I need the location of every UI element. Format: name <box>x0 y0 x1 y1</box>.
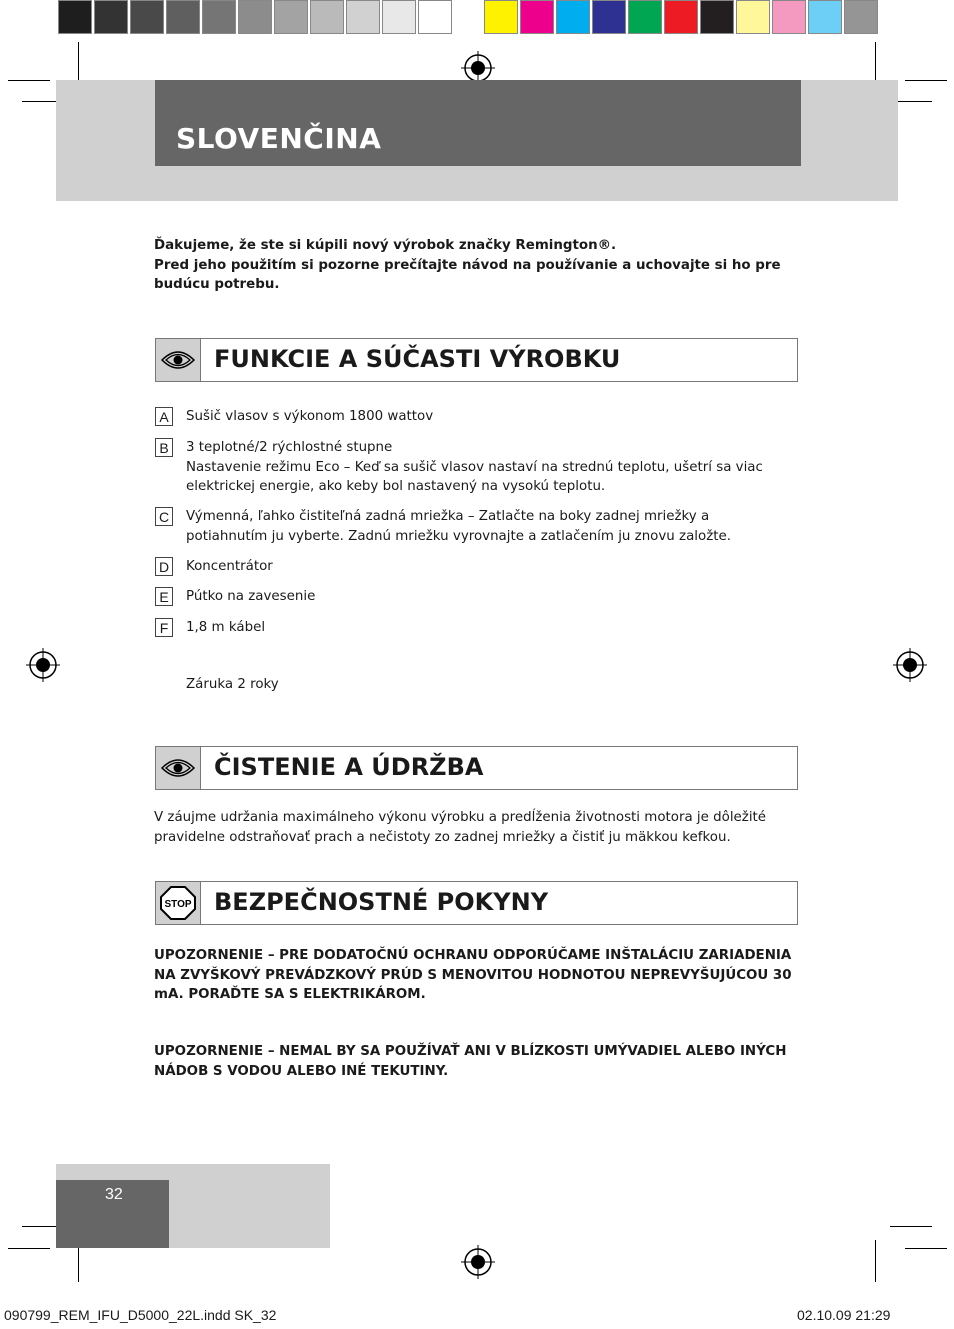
item-text: Sušič vlasov s výkonom 1800 wattov <box>186 409 434 424</box>
color-swatch <box>484 0 518 34</box>
item-extra-text: Nastavenie režimu Eco – Keď sa sušič vlasov nastaví na strednú teplotu, ušetrí sa viac elektrickej energie, ako keby bol nastavený na vysokú teplotu. <box>186 459 763 494</box>
color-swatch <box>310 0 344 34</box>
section-header-cleaning <box>155 746 798 790</box>
section-title-safety: BEZPEČNOSTNÉ POKYNY <box>214 888 549 916</box>
item-text: Koncentrátor <box>186 559 273 574</box>
item-text: Výmenná, ľahko čistiteľná zadná mriežka – Zatlačte na boky zadnej mriežky a potiahnutím ju vyberte. Zadnú mriežku vyrovnajte a zatlačením ju znovu založte. <box>186 509 731 544</box>
intro-text <box>154 236 794 295</box>
item-text: 3 teplotné/2 rýchlostné stupne <box>186 440 393 455</box>
registration-mark-icon <box>893 648 927 682</box>
color-swatch <box>130 0 164 34</box>
grayscale-color-bar <box>58 0 454 38</box>
intro-line-1: Ďakujeme, že ste si kúpili nový výrobok značky Remington®. <box>154 238 617 253</box>
page-number: 32 <box>105 1186 123 1203</box>
warranty-text: Záruka 2 roky <box>186 677 279 692</box>
color-swatch <box>94 0 128 34</box>
color-swatch <box>346 0 380 34</box>
color-swatch <box>844 0 878 34</box>
color-swatch <box>736 0 770 34</box>
item-letter: E <box>155 587 173 606</box>
color-swatch <box>628 0 662 34</box>
color-swatch <box>592 0 626 34</box>
color-swatch <box>664 0 698 34</box>
cleaning-text: V záujme udržania maximálneho výkonu výrobku a predĺženia životnosti motora je dôležité pravidelne odstraňovať prach a nečistoty zo zadnej mriežky a čistiť ju mäkkou kefkou. <box>154 810 767 845</box>
color-swatch <box>58 0 92 34</box>
color-swatch <box>382 0 416 34</box>
process-color-bar <box>484 0 880 38</box>
color-swatch <box>202 0 236 34</box>
item-letter: A <box>155 407 173 426</box>
item-letter: F <box>155 618 173 637</box>
svg-text:STOP: STOP <box>164 899 192 910</box>
item-letter: C <box>155 507 173 526</box>
color-swatch <box>700 0 734 34</box>
slug-date: 02.10.09 21:29 <box>797 1307 891 1323</box>
eye-icon <box>156 339 200 381</box>
item-text: Pútko na zavesenie <box>186 589 316 604</box>
page-title: SLOVENČINA <box>176 122 382 155</box>
item-letter: D <box>155 557 173 576</box>
color-swatch <box>808 0 842 34</box>
intro-line-2: Pred jeho použitím si pozorne prečítajte návod na používanie a uchovajte si ho pre budúcu potrebu. <box>154 257 781 292</box>
crop-mark <box>8 80 50 81</box>
color-swatch <box>520 0 554 34</box>
section-header-features <box>155 338 798 382</box>
color-swatch <box>274 0 308 34</box>
crop-mark <box>875 1240 876 1282</box>
registration-mark-icon <box>26 648 60 682</box>
slug-file-name: 090799_REM_IFU_D5000_22L.indd SK_32 <box>4 1307 277 1323</box>
eye-icon <box>156 747 200 789</box>
warning-water: UPOZORNENIE – NEMAL BY SA POUŽÍVAŤ ANI V BLÍZKOSTI UMÝVADIEL ALEBO INÝCH NÁDOB S VODOU ALEBO INÉ TEKUTINY. <box>154 1044 787 1079</box>
registration-mark-icon <box>461 1245 495 1279</box>
item-text: 1,8 m kábel <box>186 620 266 635</box>
section-title-features: FUNKCIE A SÚČASTI VÝROBKU <box>214 345 621 373</box>
crop-mark <box>905 80 947 81</box>
stop-sign-icon <box>156 882 200 924</box>
color-swatch <box>772 0 806 34</box>
crop-mark <box>8 1248 50 1249</box>
color-swatch <box>418 0 452 34</box>
warning-rcd: UPOZORNENIE – PRE DODATOČNÚ OCHRANU ODPORÚČAME INŠTALÁCIU ZARIADENIA NA ZVYŠKOVÝ PREVÁDZKOVÝ PRÚD S MENOVITOU HODNOTOU NEPREVYŠUJÚCOU 30 mA. PORAĎTE SA S ELEKTRIKÁROM. <box>154 948 792 1002</box>
color-swatch <box>238 0 272 34</box>
color-swatch <box>166 0 200 34</box>
crop-mark <box>890 1226 932 1227</box>
color-swatch <box>556 0 590 34</box>
section-title-cleaning: ČISTENIE A ÚDRŽBA <box>214 753 484 781</box>
crop-mark <box>905 1248 947 1249</box>
item-letter: B <box>155 438 173 457</box>
section-header-safety <box>155 881 798 925</box>
